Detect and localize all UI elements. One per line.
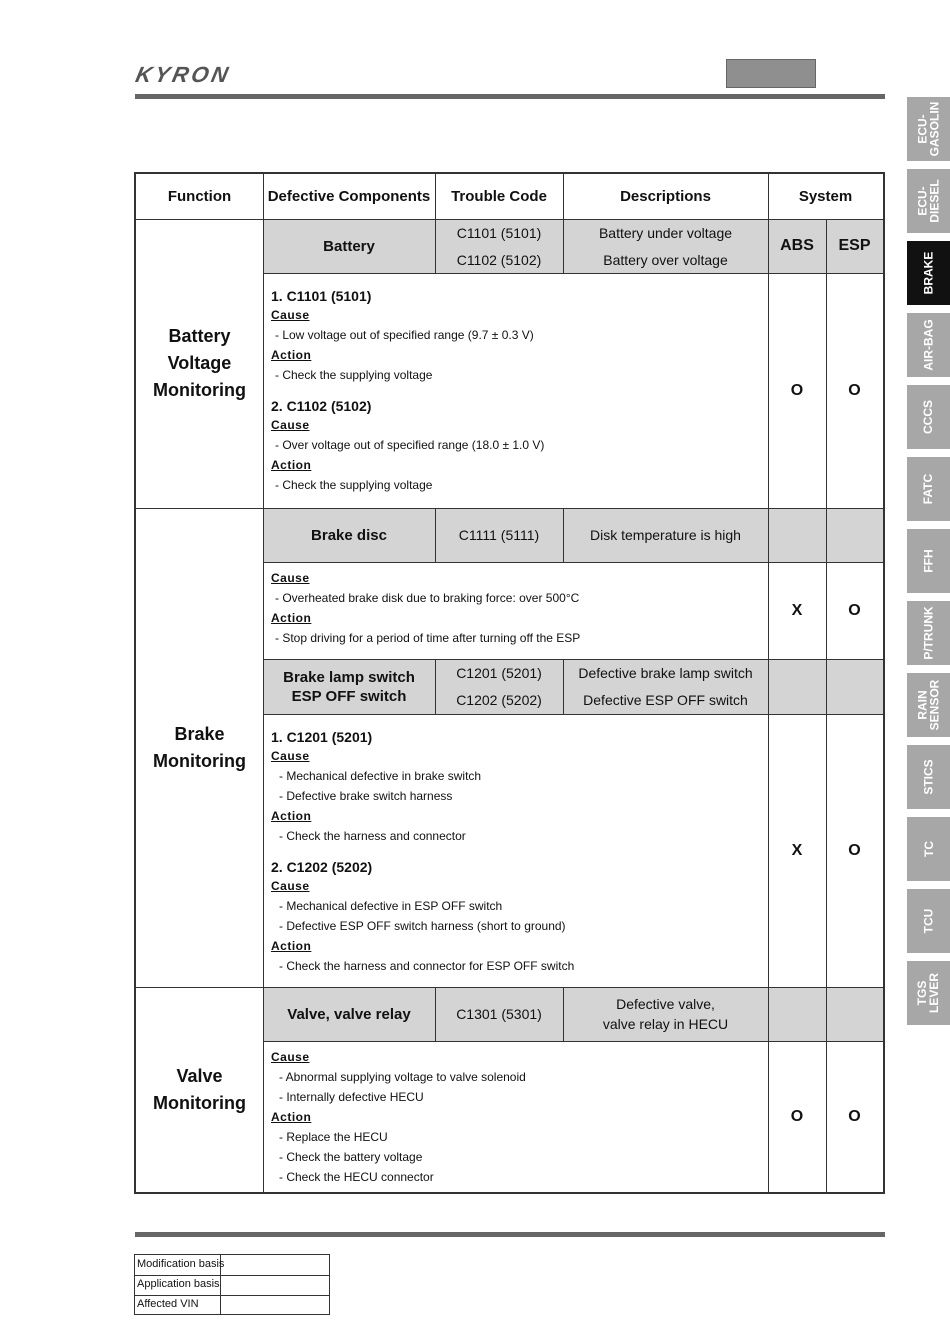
tab-rain-sensor[interactable]: RAIN SENSOR	[907, 673, 950, 737]
tab-stics[interactable]: STICS	[907, 745, 950, 809]
trouble-code: C1101 (5101)	[456, 224, 542, 241]
revision-label: Modification basis	[137, 1258, 225, 1270]
action-text: - Check the harness and connector	[279, 829, 466, 843]
description: Disk temperature is high	[590, 527, 741, 543]
abs-mark: O	[790, 1107, 804, 1125]
grid-line	[136, 219, 883, 220]
esp-mark: O	[848, 841, 861, 859]
valve-detail	[263, 1041, 768, 1192]
cause-label: Cause	[271, 879, 310, 893]
description: Battery over voltage	[603, 251, 728, 268]
trouble-code: C1201 (5201)	[456, 664, 542, 681]
grid-line	[435, 174, 436, 219]
header-descriptions: Descriptions	[620, 188, 711, 205]
grid-line	[263, 659, 883, 660]
tab-tcu[interactable]: TCU	[907, 889, 950, 953]
trouble-code: C1102 (5102)	[456, 251, 542, 268]
esp-label: ESP	[838, 237, 871, 254]
cause-label: Cause	[271, 308, 310, 322]
header-trouble-code: Trouble Code	[451, 188, 547, 205]
abs-mark: X	[791, 841, 803, 859]
component-brake-disc: Brake disc	[311, 526, 387, 544]
header-gray-box	[726, 59, 816, 88]
grid-line	[435, 987, 436, 1041]
description-cell	[563, 219, 768, 273]
grid-line	[136, 508, 883, 509]
detail-title: 1. C1101 (5101)	[271, 288, 372, 304]
function-brake: Brake Monitoring	[153, 723, 246, 771]
grid-line	[435, 508, 436, 562]
action-label: Action	[271, 348, 312, 362]
header-function: Function	[167, 188, 232, 205]
revision-row	[135, 1295, 329, 1315]
cause-text: - Low voltage out of specified range (9.7 ± 0.3 V)	[275, 328, 534, 342]
grid-line	[263, 1041, 883, 1042]
esp-mark: O	[848, 1107, 861, 1125]
grid-line	[563, 219, 564, 273]
footer-rule	[135, 1232, 885, 1237]
revision-label: Affected VIN	[137, 1298, 199, 1310]
cause-text: - Defective ESP OFF switch harness (short to ground)	[279, 919, 566, 933]
detail-title: 2. C1102 (5102)	[271, 398, 372, 414]
tab-tc[interactable]: TC	[907, 817, 950, 881]
action-text: - Check the battery voltage	[279, 1150, 423, 1164]
cause-text: - Abnormal supplying voltage to valve solenoid	[279, 1070, 526, 1084]
tab-p-trunk[interactable]: P/TRUNK	[907, 601, 950, 665]
abs-mark: O	[790, 381, 804, 399]
cause-label: Cause	[271, 571, 310, 585]
grid-line	[826, 219, 827, 1192]
code-cell	[435, 659, 563, 714]
grid-line	[263, 562, 883, 563]
action-text: - Replace the HECU	[279, 1130, 388, 1144]
action-text: - Check the harness and connector for ESP OFF switch	[279, 959, 575, 973]
header-rule	[135, 94, 885, 99]
grid-line	[435, 219, 436, 273]
abs-label: ABS	[780, 237, 814, 254]
abs-mark: X	[791, 601, 803, 619]
cause-text: - Internally defective HECU	[279, 1090, 424, 1104]
tab-air-bag[interactable]: AIR-BAG	[907, 313, 950, 377]
action-text: - Stop driving for a period of time after turning off the ESP	[275, 631, 581, 645]
description: Defective ESP OFF switch	[583, 692, 748, 709]
function-valve: Valve Monitoring	[153, 1065, 246, 1113]
tab-cccs[interactable]: CCCS	[907, 385, 950, 449]
cause-label: Cause	[271, 1050, 310, 1064]
description: Battery under voltage	[598, 224, 733, 241]
function-battery: Battery Voltage Monitoring	[153, 326, 246, 400]
grid-line	[263, 714, 883, 715]
trouble-code: C1202 (5202)	[456, 692, 542, 709]
description: Defective brake lamp switch	[578, 664, 753, 681]
revision-row	[135, 1255, 329, 1276]
code-cell	[435, 219, 563, 273]
cause-text: - Defective brake switch harness	[279, 789, 453, 803]
diagnostic-table	[134, 172, 885, 1194]
cause-text: - Over voltage out of specified range (18.0 ± 1.0 V)	[275, 438, 545, 452]
grid-line	[768, 174, 769, 1192]
action-text: - Check the HECU connector	[279, 1170, 434, 1184]
action-label: Action	[271, 458, 312, 472]
cause-label: Cause	[271, 749, 310, 763]
tab-ecu-diesel[interactable]: ECU- DIESEL	[907, 169, 950, 233]
action-label: Action	[271, 809, 312, 823]
tab-fatc[interactable]: FATC	[907, 457, 950, 521]
brake-disc-detail	[263, 562, 768, 659]
tab-ffh[interactable]: FFH	[907, 529, 950, 593]
kyron-logo: KYRON	[133, 62, 234, 87]
grid-line	[563, 508, 564, 562]
cause-text: - Mechanical defective in ESP OFF switch	[279, 899, 503, 913]
action-text: - Check the supplying voltage	[275, 478, 433, 492]
esp-mark: O	[848, 601, 861, 619]
description-cell	[563, 659, 768, 714]
grid-line	[435, 659, 436, 714]
grid-line	[263, 174, 264, 1192]
description: Defective valve, valve relay in HECU	[602, 996, 729, 1032]
grid-line	[263, 273, 883, 274]
action-label: Action	[271, 939, 312, 953]
revision-row	[135, 1275, 329, 1296]
action-label: Action	[271, 1110, 312, 1124]
component-valve: Valve, valve relay	[287, 1005, 411, 1023]
trouble-code: C1301 (5301)	[456, 1006, 542, 1022]
grid-line	[136, 987, 883, 988]
cause-label: Cause	[271, 418, 310, 432]
action-label: Action	[271, 611, 312, 625]
grid-line	[563, 987, 564, 1041]
revision-label: Application basis	[137, 1278, 220, 1290]
tab-ecu-gasolin[interactable]: ECU- GASOLIN	[907, 97, 950, 161]
cause-text: - Overheated brake disk due to braking force: over 500°C	[275, 591, 580, 605]
tab-tgs-lever[interactable]: TGS LEVER	[907, 961, 950, 1025]
grid-line	[563, 174, 564, 219]
esp-mark: O	[848, 381, 861, 399]
action-text: - Check the supplying voltage	[275, 368, 433, 382]
component-battery: Battery	[323, 237, 375, 255]
component-brake-switch: Brake lamp switch ESP OFF switch	[283, 668, 415, 705]
trouble-code: C1111 (5111)	[458, 527, 540, 543]
battery-detail	[263, 273, 768, 508]
header-components: Defective Components	[267, 188, 431, 205]
cause-text: - Mechanical defective in brake switch	[279, 769, 482, 783]
detail-title: 1. C1201 (5201)	[271, 729, 373, 745]
detail-title: 2. C1202 (5202)	[271, 859, 373, 875]
tab-brake[interactable]: BRAKE	[907, 241, 950, 305]
revision-box	[134, 1254, 330, 1315]
grid-line	[563, 659, 564, 714]
brake-switch-detail	[263, 714, 768, 987]
header-system: System	[798, 188, 853, 205]
